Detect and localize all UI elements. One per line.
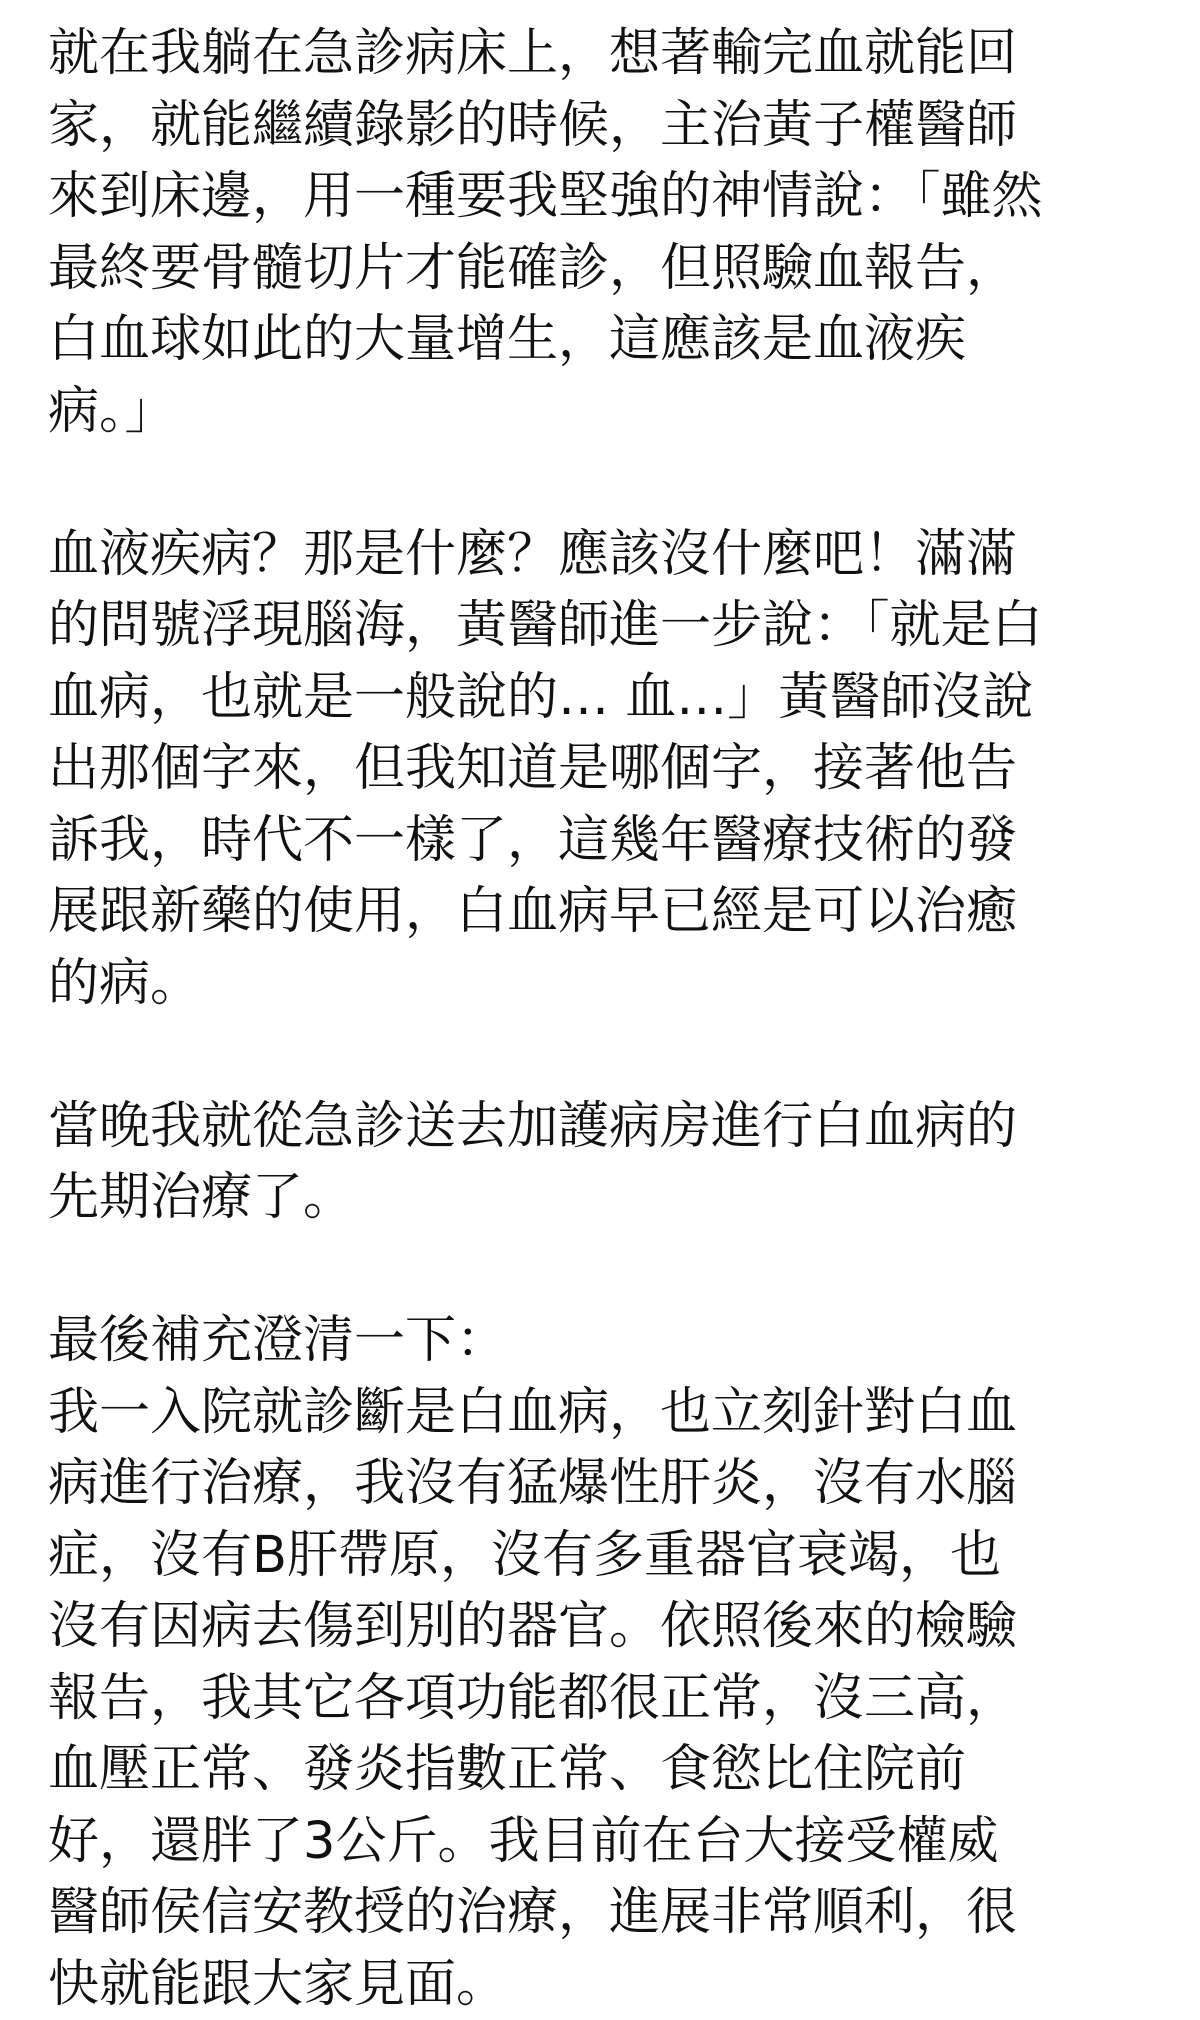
paragraph-spacer [48,1234,1164,1306]
text-line: 就在我躺在急診病床上，想著輸完血就能回 [48,18,1164,90]
text-line: 展跟新藥的使用，白血病早已經是可以治癒 [48,876,1164,948]
text-line: 家，就能繼續錄影的時候，主治黃子權醫師 [48,90,1164,162]
text-line: 血病，也就是一般說的… 血…」黃醫師沒說 [48,662,1164,734]
text-line: 症，沒有B肝帶原，沒有多重器官衰竭，也 [48,1520,1164,1592]
text-line: 報告，我其它各項功能都很正常，沒三高， [48,1663,1164,1735]
text-line: 沒有因病去傷到別的器官。依照後來的檢驗 [48,1591,1164,1663]
text-line: 出那個字來，但我知道是哪個字，接著他告 [48,733,1164,805]
paragraph-icu [48,1091,1164,1234]
text-line: 先期治療了。 [48,1162,1164,1234]
paragraph-spacer [48,1019,1164,1091]
text-line: 當晚我就從急診送去加護病房進行白血病的 [48,1091,1164,1163]
paragraph-clarification [48,1305,1164,2020]
text-line: 最後補充澄清一下： [48,1305,1164,1377]
text-line: 訴我，時代不一樣了，這幾年醫療技術的發 [48,805,1164,877]
paragraph-spacer [48,447,1164,519]
text-line: 白血球如此的大量增生，這應該是血液疾 [48,304,1164,376]
text-line: 好，還胖了3公斤。我目前在台大接受權威 [48,1806,1164,1878]
text-line: 病進行治療，我沒有猛爆性肝炎，沒有水腦 [48,1448,1164,1520]
text-line: 快就能跟大家見面。 [48,1949,1164,2020]
text-line: 病。」 [48,376,1164,448]
text-line: 的問號浮現腦海，黃醫師進一步說：「就是白 [48,590,1164,662]
paragraph-diagnosis [48,18,1164,447]
text-line: 最終要骨髓切片才能確診，但照驗血報告， [48,233,1164,305]
paragraph-blood-disease [48,519,1164,1020]
text-line: 來到床邊，用一種要我堅強的神情說：「雖然 [48,161,1164,233]
text-line: 我一入院就診斷是白血病，也立刻針對白血 [48,1377,1164,1449]
text-line: 醫師侯信安教授的治療，進展非常順利，很 [48,1877,1164,1949]
text-line: 血壓正常、發炎指數正常、食慾比住院前 [48,1734,1164,1806]
text-line: 血液疾病？那是什麼？應該沒什麼吧！滿滿 [48,519,1164,591]
text-line: 的病。 [48,948,1164,1020]
